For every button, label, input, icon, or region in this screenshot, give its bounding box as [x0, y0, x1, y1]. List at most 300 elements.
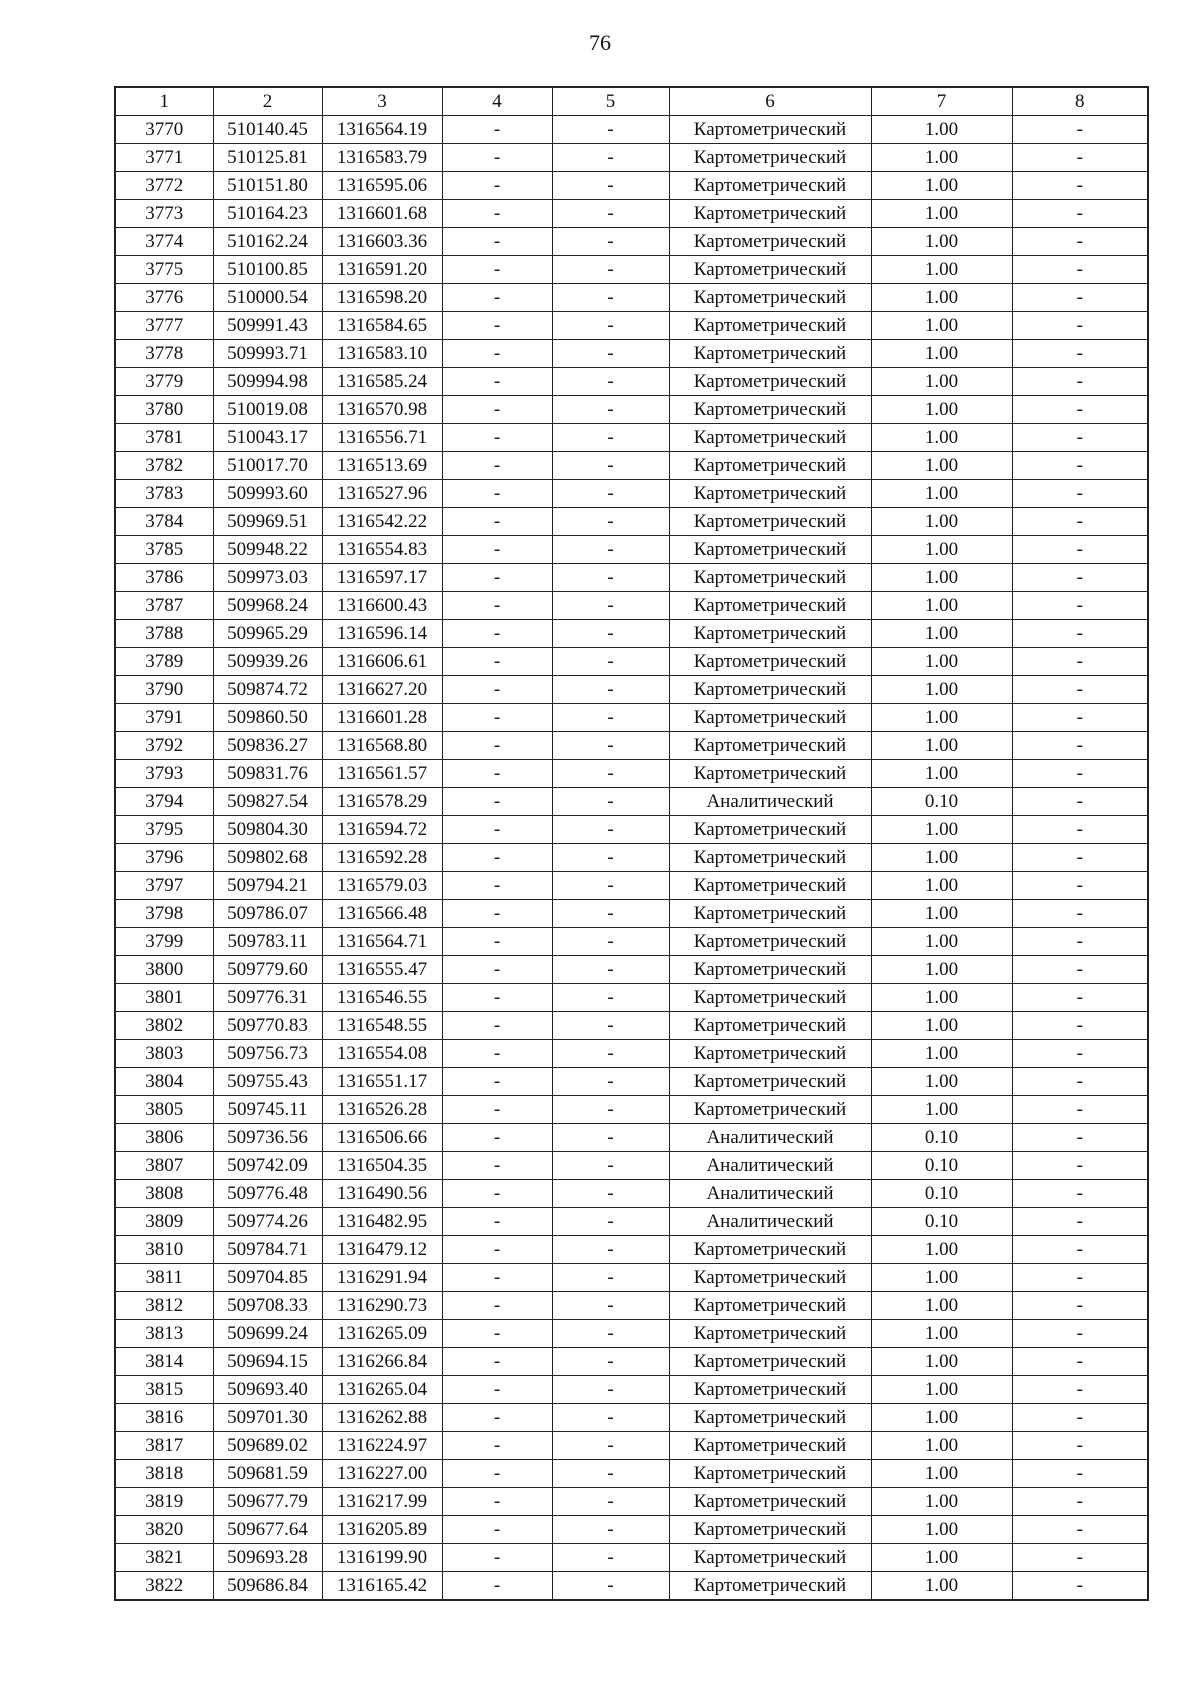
y-coordinate-cell: 1316527.96	[322, 480, 442, 508]
y-coordinate-cell: 1316564.19	[322, 116, 442, 144]
y-coordinate-cell: 1316601.68	[322, 200, 442, 228]
accuracy-cell: 1.00	[871, 452, 1012, 480]
column-8-cell: -	[1012, 536, 1148, 564]
method-cell: Картометрический	[669, 1068, 871, 1096]
column-4-cell: -	[442, 480, 552, 508]
method-cell: Картометрический	[669, 452, 871, 480]
column-5-cell: -	[552, 256, 669, 284]
column-4-cell: -	[442, 1096, 552, 1124]
header-cell: 6	[669, 87, 871, 116]
y-coordinate-cell: 1316479.12	[322, 1236, 442, 1264]
column-8-cell: -	[1012, 1012, 1148, 1040]
table-row	[115, 1068, 1148, 1096]
point-number-cell: 3797	[115, 872, 213, 900]
column-8-cell: -	[1012, 452, 1148, 480]
accuracy-cell: 1.00	[871, 676, 1012, 704]
y-coordinate-cell: 1316513.69	[322, 452, 442, 480]
header-cell: 4	[442, 87, 552, 116]
accuracy-cell: 1.00	[871, 1320, 1012, 1348]
accuracy-cell: 1.00	[871, 1572, 1012, 1601]
y-coordinate-cell: 1316583.79	[322, 144, 442, 172]
method-cell: Картометрический	[669, 1236, 871, 1264]
point-number-cell: 3785	[115, 536, 213, 564]
x-coordinate-cell: 509827.54	[213, 788, 322, 816]
y-coordinate-cell: 1316546.55	[322, 984, 442, 1012]
x-coordinate-cell: 509708.33	[213, 1292, 322, 1320]
y-coordinate-cell: 1316564.71	[322, 928, 442, 956]
column-4-cell: -	[442, 1348, 552, 1376]
accuracy-cell: 1.00	[871, 1460, 1012, 1488]
point-number-cell: 3811	[115, 1264, 213, 1292]
column-5-cell: -	[552, 284, 669, 312]
column-8-cell: -	[1012, 172, 1148, 200]
column-4-cell: -	[442, 760, 552, 788]
column-4-cell: -	[442, 256, 552, 284]
column-8-cell: -	[1012, 1572, 1148, 1601]
x-coordinate-cell: 509677.64	[213, 1516, 322, 1544]
table-row	[115, 396, 1148, 424]
header-cell: 2	[213, 87, 322, 116]
column-4-cell: -	[442, 452, 552, 480]
table-row	[115, 620, 1148, 648]
column-8-cell: -	[1012, 1096, 1148, 1124]
column-8-cell: -	[1012, 1180, 1148, 1208]
x-coordinate-cell: 509693.40	[213, 1376, 322, 1404]
column-4-cell: -	[442, 1404, 552, 1432]
column-4-cell: -	[442, 1460, 552, 1488]
column-5-cell: -	[552, 536, 669, 564]
accuracy-cell: 1.00	[871, 1376, 1012, 1404]
method-cell: Картометрический	[669, 508, 871, 536]
column-5-cell: -	[552, 1180, 669, 1208]
column-5-cell: -	[552, 1264, 669, 1292]
table-row	[115, 1488, 1148, 1516]
column-8-cell: -	[1012, 1320, 1148, 1348]
method-cell: Картометрический	[669, 1516, 871, 1544]
accuracy-cell: 1.00	[871, 1516, 1012, 1544]
point-number-cell: 3820	[115, 1516, 213, 1544]
point-number-cell: 3787	[115, 592, 213, 620]
column-8-cell: -	[1012, 788, 1148, 816]
accuracy-cell: 1.00	[871, 228, 1012, 256]
table-row	[115, 760, 1148, 788]
column-5-cell: -	[552, 396, 669, 424]
column-8-cell: -	[1012, 144, 1148, 172]
accuracy-cell: 1.00	[871, 396, 1012, 424]
point-number-cell: 3801	[115, 984, 213, 1012]
column-5-cell: -	[552, 1320, 669, 1348]
column-5-cell: -	[552, 620, 669, 648]
column-8-cell: -	[1012, 984, 1148, 1012]
method-cell: Картометрический	[669, 704, 871, 732]
table-row	[115, 1012, 1148, 1040]
accuracy-cell: 1.00	[871, 480, 1012, 508]
method-cell: Картометрический	[669, 144, 871, 172]
column-4-cell: -	[442, 956, 552, 984]
column-5-cell: -	[552, 1516, 669, 1544]
column-4-cell: -	[442, 816, 552, 844]
table-row	[115, 536, 1148, 564]
column-4-cell: -	[442, 508, 552, 536]
x-coordinate-cell: 509694.15	[213, 1348, 322, 1376]
table-row	[115, 1348, 1148, 1376]
column-5-cell: -	[552, 1096, 669, 1124]
method-cell: Картометрический	[669, 592, 871, 620]
table-row	[115, 368, 1148, 396]
method-cell: Картометрический	[669, 480, 871, 508]
method-cell: Картометрический	[669, 172, 871, 200]
accuracy-cell: 1.00	[871, 900, 1012, 928]
table-row	[115, 172, 1148, 200]
column-8-cell: -	[1012, 1124, 1148, 1152]
method-cell: Картометрический	[669, 340, 871, 368]
column-8-cell: -	[1012, 116, 1148, 144]
method-cell: Картометрический	[669, 956, 871, 984]
column-8-cell: -	[1012, 1208, 1148, 1236]
x-coordinate-cell: 509993.60	[213, 480, 322, 508]
y-coordinate-cell: 1316598.20	[322, 284, 442, 312]
column-8-cell: -	[1012, 1516, 1148, 1544]
y-coordinate-cell: 1316601.28	[322, 704, 442, 732]
column-4-cell: -	[442, 620, 552, 648]
y-coordinate-cell: 1316600.43	[322, 592, 442, 620]
accuracy-cell: 1.00	[871, 1264, 1012, 1292]
column-4-cell: -	[442, 116, 552, 144]
y-coordinate-cell: 1316570.98	[322, 396, 442, 424]
column-8-cell: -	[1012, 1068, 1148, 1096]
y-coordinate-cell: 1316591.20	[322, 256, 442, 284]
method-cell: Картометрический	[669, 900, 871, 928]
accuracy-cell: 1.00	[871, 312, 1012, 340]
accuracy-cell: 0.10	[871, 1180, 1012, 1208]
x-coordinate-cell: 509770.83	[213, 1012, 322, 1040]
point-number-cell: 3822	[115, 1572, 213, 1601]
x-coordinate-cell: 509993.71	[213, 340, 322, 368]
y-coordinate-cell: 1316504.35	[322, 1152, 442, 1180]
method-cell: Картометрический	[669, 1404, 871, 1432]
column-8-cell: -	[1012, 1544, 1148, 1572]
column-4-cell: -	[442, 1124, 552, 1152]
column-8-cell: -	[1012, 732, 1148, 760]
column-4-cell: -	[442, 228, 552, 256]
accuracy-cell: 1.00	[871, 844, 1012, 872]
method-cell: Картометрический	[669, 1460, 871, 1488]
y-coordinate-cell: 1316266.84	[322, 1348, 442, 1376]
column-8-cell: -	[1012, 480, 1148, 508]
column-5-cell: -	[552, 1040, 669, 1068]
method-cell: Картометрический	[669, 844, 871, 872]
column-5-cell: -	[552, 1124, 669, 1152]
accuracy-cell: 1.00	[871, 172, 1012, 200]
table-row	[115, 1208, 1148, 1236]
accuracy-cell: 1.00	[871, 1068, 1012, 1096]
table-row	[115, 1320, 1148, 1348]
method-cell: Картометрический	[669, 1040, 871, 1068]
column-5-cell: -	[552, 452, 669, 480]
point-number-cell: 3777	[115, 312, 213, 340]
table-row	[115, 1432, 1148, 1460]
accuracy-cell: 1.00	[871, 1096, 1012, 1124]
point-number-cell: 3803	[115, 1040, 213, 1068]
x-coordinate-cell: 509677.79	[213, 1488, 322, 1516]
x-coordinate-cell: 509831.76	[213, 760, 322, 788]
x-coordinate-cell: 509776.48	[213, 1180, 322, 1208]
x-coordinate-cell: 509774.26	[213, 1208, 322, 1236]
column-4-cell: -	[442, 1068, 552, 1096]
column-8-cell: -	[1012, 284, 1148, 312]
y-coordinate-cell: 1316603.36	[322, 228, 442, 256]
accuracy-cell: 1.00	[871, 620, 1012, 648]
y-coordinate-cell: 1316555.47	[322, 956, 442, 984]
y-coordinate-cell: 1316595.06	[322, 172, 442, 200]
column-8-cell: -	[1012, 872, 1148, 900]
x-coordinate-cell: 509742.09	[213, 1152, 322, 1180]
accuracy-cell: 1.00	[871, 1040, 1012, 1068]
accuracy-cell: 1.00	[871, 144, 1012, 172]
coordinates-table	[114, 86, 1149, 1601]
y-coordinate-cell: 1316554.83	[322, 536, 442, 564]
point-number-cell: 3792	[115, 732, 213, 760]
column-5-cell: -	[552, 340, 669, 368]
x-coordinate-cell: 510017.70	[213, 452, 322, 480]
point-number-cell: 3778	[115, 340, 213, 368]
column-4-cell: -	[442, 984, 552, 1012]
column-8-cell: -	[1012, 760, 1148, 788]
method-cell: Картометрический	[669, 1292, 871, 1320]
point-number-cell: 3774	[115, 228, 213, 256]
accuracy-cell: 1.00	[871, 984, 1012, 1012]
column-5-cell: -	[552, 816, 669, 844]
table-row	[115, 1516, 1148, 1544]
column-4-cell: -	[442, 872, 552, 900]
point-number-cell: 3773	[115, 200, 213, 228]
y-coordinate-cell: 1316265.09	[322, 1320, 442, 1348]
column-5-cell: -	[552, 172, 669, 200]
x-coordinate-cell: 509968.24	[213, 592, 322, 620]
column-8-cell: -	[1012, 1376, 1148, 1404]
column-8-cell: -	[1012, 508, 1148, 536]
x-coordinate-cell: 509939.26	[213, 648, 322, 676]
accuracy-cell: 1.00	[871, 1404, 1012, 1432]
column-4-cell: -	[442, 396, 552, 424]
x-coordinate-cell: 509804.30	[213, 816, 322, 844]
column-4-cell: -	[442, 564, 552, 592]
point-number-cell: 3799	[115, 928, 213, 956]
column-4-cell: -	[442, 1488, 552, 1516]
x-coordinate-cell: 510151.80	[213, 172, 322, 200]
y-coordinate-cell: 1316217.99	[322, 1488, 442, 1516]
column-4-cell: -	[442, 172, 552, 200]
method-cell: Картометрический	[669, 200, 871, 228]
y-coordinate-cell: 1316568.80	[322, 732, 442, 760]
column-5-cell: -	[552, 1544, 669, 1572]
x-coordinate-cell: 509784.71	[213, 1236, 322, 1264]
table-row	[115, 592, 1148, 620]
table-row	[115, 340, 1148, 368]
column-5-cell: -	[552, 1460, 669, 1488]
accuracy-cell: 1.00	[871, 704, 1012, 732]
point-number-cell: 3770	[115, 116, 213, 144]
column-5-cell: -	[552, 1432, 669, 1460]
x-coordinate-cell: 509860.50	[213, 704, 322, 732]
point-number-cell: 3816	[115, 1404, 213, 1432]
column-5-cell: -	[552, 872, 669, 900]
table-row	[115, 508, 1148, 536]
column-4-cell: -	[442, 1208, 552, 1236]
method-cell: Картометрический	[669, 256, 871, 284]
point-number-cell: 3806	[115, 1124, 213, 1152]
y-coordinate-cell: 1316592.28	[322, 844, 442, 872]
x-coordinate-cell: 509756.73	[213, 1040, 322, 1068]
y-coordinate-cell: 1316597.17	[322, 564, 442, 592]
x-coordinate-cell: 510140.45	[213, 116, 322, 144]
column-5-cell: -	[552, 1348, 669, 1376]
x-coordinate-cell: 509783.11	[213, 928, 322, 956]
method-cell: Картометрический	[669, 648, 871, 676]
column-5-cell: -	[552, 1208, 669, 1236]
accuracy-cell: 1.00	[871, 732, 1012, 760]
table-row	[115, 704, 1148, 732]
column-4-cell: -	[442, 732, 552, 760]
y-coordinate-cell: 1316482.95	[322, 1208, 442, 1236]
x-coordinate-cell: 509681.59	[213, 1460, 322, 1488]
table-row	[115, 1180, 1148, 1208]
table-body	[115, 116, 1148, 1601]
column-8-cell: -	[1012, 1292, 1148, 1320]
column-4-cell: -	[442, 1544, 552, 1572]
column-8-cell: -	[1012, 592, 1148, 620]
method-cell: Картометрический	[669, 816, 871, 844]
method-cell: Картометрический	[669, 396, 871, 424]
y-coordinate-cell: 1316554.08	[322, 1040, 442, 1068]
column-8-cell: -	[1012, 1236, 1148, 1264]
point-number-cell: 3812	[115, 1292, 213, 1320]
x-coordinate-cell: 509994.98	[213, 368, 322, 396]
point-number-cell: 3776	[115, 284, 213, 312]
column-5-cell: -	[552, 956, 669, 984]
column-5-cell: -	[552, 116, 669, 144]
column-4-cell: -	[442, 144, 552, 172]
column-4-cell: -	[442, 704, 552, 732]
method-cell: Картометрический	[669, 228, 871, 256]
x-coordinate-cell: 509786.07	[213, 900, 322, 928]
y-coordinate-cell: 1316227.00	[322, 1460, 442, 1488]
x-coordinate-cell: 509686.84	[213, 1572, 322, 1601]
accuracy-cell: 1.00	[871, 340, 1012, 368]
column-8-cell: -	[1012, 564, 1148, 592]
table-row	[115, 648, 1148, 676]
x-coordinate-cell: 510019.08	[213, 396, 322, 424]
point-number-cell: 3796	[115, 844, 213, 872]
header-row	[115, 87, 1148, 116]
table-row	[115, 480, 1148, 508]
point-number-cell: 3810	[115, 1236, 213, 1264]
y-coordinate-cell: 1316627.20	[322, 676, 442, 704]
method-cell: Картометрический	[669, 984, 871, 1012]
accuracy-cell: 1.00	[871, 256, 1012, 284]
point-number-cell: 3791	[115, 704, 213, 732]
y-coordinate-cell: 1316526.28	[322, 1096, 442, 1124]
method-cell: Картометрический	[669, 424, 871, 452]
x-coordinate-cell: 509704.85	[213, 1264, 322, 1292]
column-4-cell: -	[442, 312, 552, 340]
method-cell: Аналитический	[669, 1152, 871, 1180]
table-row	[115, 928, 1148, 956]
point-number-cell: 3809	[115, 1208, 213, 1236]
accuracy-cell: 1.00	[871, 1292, 1012, 1320]
y-coordinate-cell: 1316578.29	[322, 788, 442, 816]
point-number-cell: 3771	[115, 144, 213, 172]
table-row	[115, 1544, 1148, 1572]
table-row	[115, 1096, 1148, 1124]
y-coordinate-cell: 1316265.04	[322, 1376, 442, 1404]
column-8-cell: -	[1012, 424, 1148, 452]
column-4-cell: -	[442, 1264, 552, 1292]
column-4-cell: -	[442, 928, 552, 956]
header-cell: 8	[1012, 87, 1148, 116]
column-4-cell: -	[442, 1236, 552, 1264]
column-4-cell: -	[442, 788, 552, 816]
y-coordinate-cell: 1316205.89	[322, 1516, 442, 1544]
column-4-cell: -	[442, 1040, 552, 1068]
column-8-cell: -	[1012, 396, 1148, 424]
x-coordinate-cell: 509874.72	[213, 676, 322, 704]
column-4-cell: -	[442, 1292, 552, 1320]
accuracy-cell: 1.00	[871, 760, 1012, 788]
column-8-cell: -	[1012, 368, 1148, 396]
column-5-cell: -	[552, 1068, 669, 1096]
accuracy-cell: 1.00	[871, 648, 1012, 676]
column-5-cell: -	[552, 676, 669, 704]
table-row	[115, 144, 1148, 172]
y-coordinate-cell: 1316291.94	[322, 1264, 442, 1292]
point-number-cell: 3794	[115, 788, 213, 816]
y-coordinate-cell: 1316262.88	[322, 1404, 442, 1432]
column-8-cell: -	[1012, 1040, 1148, 1068]
column-8-cell: -	[1012, 1152, 1148, 1180]
method-cell: Картометрический	[669, 312, 871, 340]
column-4-cell: -	[442, 284, 552, 312]
table-row	[115, 788, 1148, 816]
table-row	[115, 116, 1148, 144]
accuracy-cell: 0.10	[871, 1152, 1012, 1180]
column-4-cell: -	[442, 648, 552, 676]
column-5-cell: -	[552, 1376, 669, 1404]
column-4-cell: -	[442, 1320, 552, 1348]
accuracy-cell: 1.00	[871, 284, 1012, 312]
accuracy-cell: 1.00	[871, 200, 1012, 228]
x-coordinate-cell: 510164.23	[213, 200, 322, 228]
table-row	[115, 228, 1148, 256]
column-5-cell: -	[552, 928, 669, 956]
table-row	[115, 1292, 1148, 1320]
column-5-cell: -	[552, 200, 669, 228]
page-number: 76	[589, 30, 611, 55]
table-row	[115, 984, 1148, 1012]
accuracy-cell: 1.00	[871, 1236, 1012, 1264]
method-cell: Картометрический	[669, 872, 871, 900]
x-coordinate-cell: 510162.24	[213, 228, 322, 256]
point-number-cell: 3786	[115, 564, 213, 592]
method-cell: Аналитический	[669, 788, 871, 816]
point-number-cell: 3798	[115, 900, 213, 928]
point-number-cell: 3807	[115, 1152, 213, 1180]
point-number-cell: 3808	[115, 1180, 213, 1208]
table-row	[115, 844, 1148, 872]
x-coordinate-cell: 509699.24	[213, 1320, 322, 1348]
accuracy-cell: 1.00	[871, 536, 1012, 564]
y-coordinate-cell: 1316548.55	[322, 1012, 442, 1040]
